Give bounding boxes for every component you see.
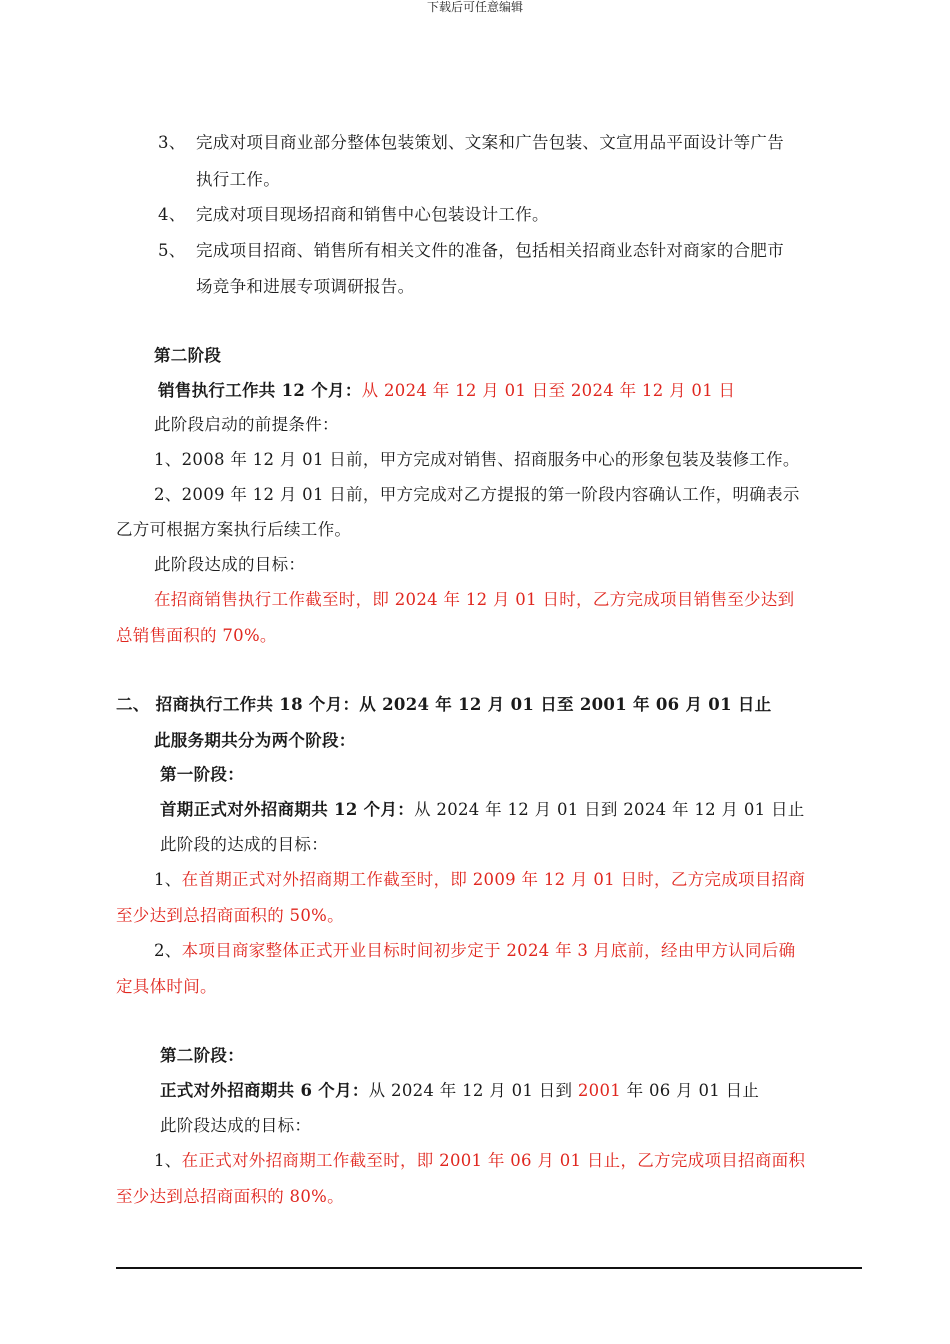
period-dates-end: 年 06 月 01 日止 [621,1081,760,1100]
list-item-3 [158,132,784,154]
list-item-5-cont: 场竞争和进展专项调研报告。 [196,277,415,296]
leasing-stage1-goal-2-cont: 定具体时间。 [116,977,217,996]
precondition-2-cont: 乙方可根据方案执行后续工作。 [116,520,352,539]
sales-goal-cont: 总销售面积的 70%。 [116,626,277,645]
goal-number: 1、 [154,870,182,889]
footer-divider [116,1267,862,1269]
sales-goal-label: 此阶段达成的目标： [154,555,306,574]
leasing-stage2-heading: 第二阶段： [160,1046,244,1065]
list-item-4 [158,204,549,226]
leasing-heading: 二、 招商执行工作共 18 个月：从 2024 年 12 月 01 日至 2001 年 06 月 01 日止 [116,695,772,714]
goal-text: 本项目商家整体正式开业目标时间初步定于 2024 年 3 月底前，经由甲方认同后确 [181,941,796,960]
leasing-stage1-goal-2 [154,940,795,962]
leasing-subheading: 此服务期共分为两个阶段： [154,731,356,750]
leasing-stage2-goal-1 [154,1150,805,1172]
precondition-2: 2、2009 年 12 月 01 日前，甲方完成对乙方提报的第一阶段内容确认工作，明确表示 [154,485,800,504]
period-dates: 从 2024 年 12 月 01 日到 2024 年 12 月 01 日止 [414,800,805,819]
goal-text: 在首期正式对外招商期工作截至时，即 2009 年 12 月 01 日时，乙方完成项目招商 [181,870,806,889]
leasing-stage1-goal-1 [154,869,805,891]
page-header: 下载后可任意编辑 [426,0,523,14]
leasing-stage1-period [160,799,805,821]
goal-number: 1、 [154,1151,182,1170]
leasing-stage2-period [160,1080,759,1102]
goal-number: 2、 [154,941,182,960]
period-label: 正式对外招商期共 6 个月： [160,1081,369,1100]
list-item-5 [158,240,784,262]
goal-text: 在正式对外招商期工作截至时，即 2001 年 06 月 01 日止，乙方完成项目招商面积 [181,1151,806,1170]
sales-goal: 在招商销售执行工作截至时，即 2024 年 12 月 01 日时，乙方完成项目销售至少达到 [154,590,795,609]
sales-stage2-period [158,380,735,402]
precondition-1: 1、2008 年 12 月 01 日前，甲方完成对销售、招商服务中心的形象包装及装修工作。 [154,450,800,469]
list-number: 4、 [158,205,186,224]
period-dates: 从 2024 年 12 月 01 日至 2024 年 12 月 01 日 [361,381,736,400]
precondition-label: 此阶段启动的前提条件： [154,415,339,434]
period-year-highlight: 2001 [577,1081,622,1100]
leasing-stage1-goal-1-cont: 至少达到总招商面积的 50%。 [116,906,344,925]
sales-stage2-heading: 第二阶段 [154,346,222,365]
list-text: 完成项目招商、销售所有相关文件的准备，包括相关招商业态针对商家的合肥市 [196,241,784,260]
list-text: 完成对项目商业部分整体包装策划、文案和广告包装、文宣用品平面设计等广告 [196,133,784,152]
period-dates: 从 2024 年 12 月 01 日到 [368,1081,578,1100]
list-item-3-cont: 执行工作。 [196,170,280,189]
list-number: 3、 [158,133,186,152]
leasing-stage1-goal-label: 此阶段的达成的目标： [160,835,328,854]
list-text: 完成对项目现场招商和销售中心包装设计工作。 [196,205,549,224]
period-label: 销售执行工作共 12 个月： [158,381,362,400]
period-label: 首期正式对外招商期共 12 个月： [160,800,415,819]
list-number: 5、 [158,241,186,260]
leasing-stage2-goal-label: 此阶段达成的目标： [160,1116,312,1135]
leasing-stage2-goal-1-cont: 至少达到总招商面积的 80%。 [116,1187,344,1206]
leasing-stage1-heading: 第一阶段： [160,765,244,784]
